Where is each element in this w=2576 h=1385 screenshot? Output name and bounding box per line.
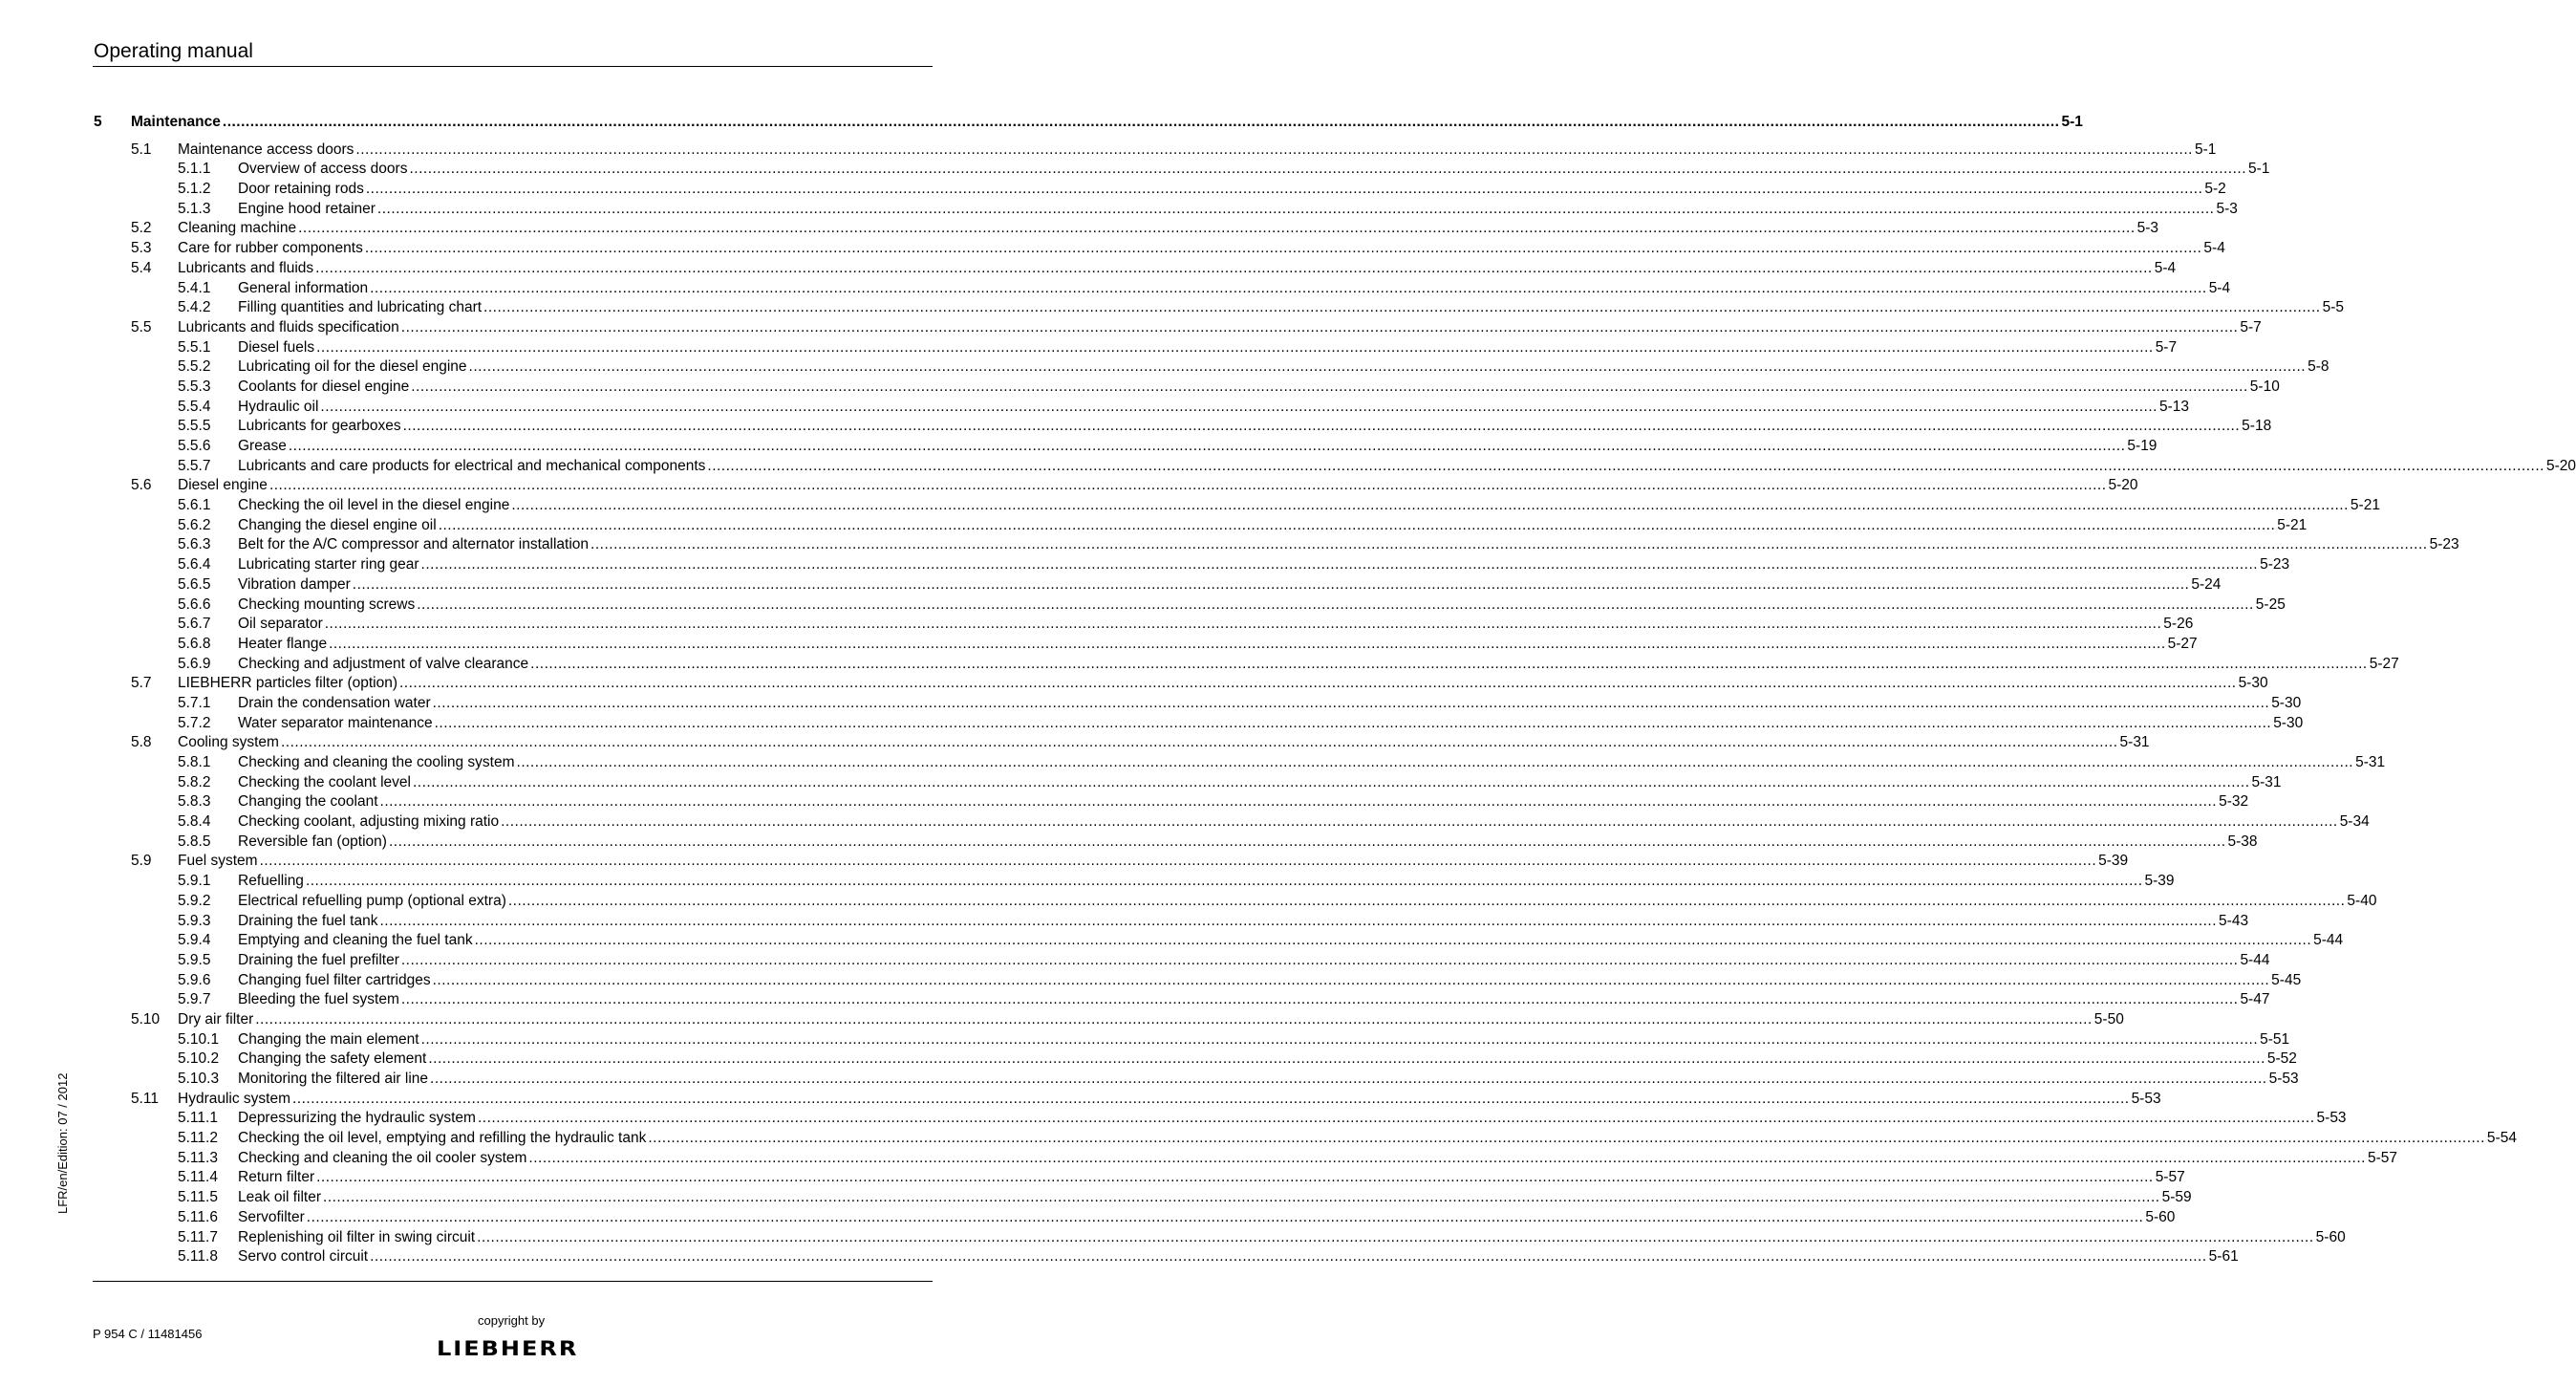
toc-entry-title: Coolants for diesel engine	[238, 378, 411, 398]
toc-entry-page: 5-3	[2136, 219, 2158, 239]
toc-dot-leader: ................................................................................................................................................................................................................................................................................................................................................................................................................	[477, 1228, 2314, 1245]
toc-entry-page: 5-19	[2125, 437, 2157, 457]
toc-entry-page: 5-21	[2349, 496, 2380, 516]
toc-entry-number: 5.6.3	[178, 536, 211, 553]
toc-entry-title: Care for rubber components	[178, 239, 365, 259]
toc-entry-page: 5-44	[2311, 931, 2343, 951]
toc-entry-number: 5.8.4	[178, 813, 211, 831]
toc-entry-title: LIEBHERR particles filter (option)	[178, 674, 399, 694]
toc-entry-title: Engine hood retainer	[238, 200, 377, 220]
toc-entry-title: Draining the fuel prefilter	[238, 951, 401, 971]
toc-entry-number: 5.10.3	[178, 1071, 220, 1087]
toc-entry-page: 5-1	[2193, 141, 2216, 161]
toc-entry-title: Refuelling	[238, 872, 306, 892]
toc-entry-number: 5.5.7	[178, 457, 211, 474]
toc-entry-page: 5-39	[2096, 852, 2128, 872]
toc-entry-row[interactable]	[94, 398, 2190, 418]
toc-entry-row[interactable]	[94, 239, 2225, 259]
toc-dot-leader: ................................................................................................................................................................................................................................................................................................................................................................................................................	[648, 1130, 2485, 1147]
toc-dot-leader: ................................................................................................................................................................................................................................................................................................................................................................................................................	[428, 1050, 2265, 1068]
toc-entry-title: Changing the diesel engine oil	[238, 516, 439, 536]
toc-entry-page: 5-21	[2275, 516, 2307, 536]
toc-entry-number: 5.5.6	[178, 438, 211, 454]
toc-dot-leader: ................................................................................................................................................................................................................................................................................................................................................................................................................	[292, 1090, 2130, 1107]
toc-entry-title: Checking the coolant level	[238, 773, 413, 793]
toc-entry-number: 5.4.2	[178, 299, 211, 316]
toc-entry-number: 5.9.6	[178, 971, 211, 988]
toc-entry-number: 5.9	[131, 853, 152, 870]
toc-entry-page: 5-31	[2250, 773, 2282, 793]
toc-entry-row[interactable]	[94, 892, 2377, 912]
toc-entry-title: Door retaining rods	[238, 180, 366, 200]
toc-dot-leader: ................................................................................................................................................................................................................................................................................................................................................................................................................	[316, 338, 2154, 356]
toc-entry-page: 5-13	[2157, 398, 2189, 418]
toc-entry-title: Lubricating oil for the diesel engine	[238, 357, 469, 378]
toc-entry-number: 5.10.1	[178, 1030, 220, 1048]
toc-entry-number: 5.6.1	[178, 497, 211, 514]
toc-entry-page: 5-53	[2130, 1090, 2161, 1110]
toc-chapter-title: Maintenance	[131, 113, 223, 133]
toc-entry-title: Checking and cleaning the cooling system	[238, 753, 517, 773]
toc-entry-row[interactable]	[94, 1228, 2346, 1248]
toc-entry-row[interactable]	[94, 516, 2308, 536]
toc-dot-leader: ................................................................................................................................................................................................................................................................................................................................................................................................................	[400, 951, 2239, 968]
toc-entry-number: 5.1	[131, 141, 152, 158]
toc-entry-row[interactable]	[94, 575, 2222, 595]
toc-entry-page: 5-59	[2160, 1188, 2192, 1208]
toc-dot-leader: ................................................................................................................................................................................................................................................................................................................................................................................................................	[329, 635, 2166, 652]
toc-entry-row[interactable]	[94, 1010, 2124, 1030]
toc-dot-leader: ................................................................................................................................................................................................................................................................................................................................................................................................................	[255, 1010, 2093, 1028]
toc-entry-row[interactable]	[94, 378, 2280, 398]
toc-entry-title: Changing the safety element	[238, 1050, 428, 1070]
toc-entry-page: 5-45	[2269, 971, 2301, 991]
toc-entry-number: 5.6.6	[178, 595, 211, 613]
toc-entry-page: 5-60	[2143, 1208, 2175, 1228]
toc-entry-page: 5-40	[2345, 892, 2376, 912]
toc-entry-number: 5.6.7	[178, 616, 211, 633]
toc-entry-row[interactable]	[94, 733, 2150, 753]
toc-entry-row[interactable]	[94, 1129, 2517, 1149]
toc-entry-title: Return filter	[238, 1168, 316, 1188]
toc-entry-title: Depressurizing the hydraulic system	[238, 1109, 478, 1129]
toc-dot-leader: ................................................................................................................................................................................................................................................................................................................................................................................................................	[370, 1248, 2207, 1266]
toc-entry-number: 5.10.2	[178, 1050, 220, 1068]
toc-entry-page: 5-47	[2238, 990, 2269, 1010]
toc-entry-title: Water separator maintenance	[238, 714, 435, 734]
toc-entry-row[interactable]	[94, 1247, 2239, 1267]
toc-dot-leader: ................................................................................................................................................................................................................................................................................................................................................................................................................	[707, 457, 2544, 474]
toc-dot-leader: ................................................................................................................................................................................................................................................................................................................................................................................................................	[528, 1149, 2366, 1166]
toc-entry-title: Lubricants and fluids specification	[178, 318, 401, 338]
toc-entry-row[interactable]	[94, 773, 2282, 793]
toc-entry-number: 5.11.8	[178, 1248, 218, 1266]
toc-entry-title: Maintenance access doors	[178, 141, 355, 161]
toc-dot-leader: ................................................................................................................................................................................................................................................................................................................................................................................................................	[323, 1189, 2160, 1206]
toc-entry-title: Reversible fan (option)	[238, 833, 389, 853]
toc-entry-row[interactable]	[94, 615, 2194, 635]
toc-entry-page: 5-1	[2246, 160, 2269, 180]
toc-entry-number: 5.8.2	[178, 773, 211, 790]
toc-entry-page: 5-31	[2118, 733, 2150, 753]
toc-dot-leader: ................................................................................................................................................................................................................................................................................................................................................................................................................	[379, 912, 2218, 929]
toc-entry-page: 5-20	[2107, 476, 2138, 496]
toc-entry-row[interactable]	[94, 1109, 2347, 1129]
toc-entry-row[interactable]	[94, 1050, 2297, 1070]
toc-entry-row[interactable]	[94, 1208, 2176, 1228]
toc-dot-leader: ................................................................................................................................................................................................................................................................................................................................................................................................................	[438, 516, 2276, 533]
toc-entry-title: Checking the oil level, emptying and refilling the hydraulic tank	[238, 1129, 648, 1149]
toc-entry-title: Oil separator	[238, 615, 325, 635]
toc-dot-leader: ................................................................................................................................................................................................................................................................................................................................................................................................................	[365, 181, 2203, 198]
toc-entry-row[interactable]	[94, 674, 2268, 694]
toc-dot-leader: ................................................................................................................................................................................................................................................................................................................................................................................................................	[430, 1071, 2267, 1087]
toc-entry-title: Checking mounting screws	[238, 595, 417, 616]
toc-entry-row[interactable]	[94, 1149, 2398, 1169]
toc-entry-title: Diesel engine	[178, 476, 269, 496]
toc-entry-page: 5-31	[2353, 753, 2385, 773]
toc-dot-leader: ................................................................................................................................................................................................................................................................................................................................................................................................................	[370, 279, 2207, 296]
toc-entry-page: 5-25	[2254, 595, 2286, 616]
toc-entry-page: 5-60	[2314, 1228, 2346, 1248]
toc-entry-number: 5.6.4	[178, 556, 211, 573]
toc-dot-leader: ................................................................................................................................................................................................................................................................................................................................................................................................................	[379, 793, 2218, 811]
toc-dot-leader: ................................................................................................................................................................................................................................................................................................................................................................................................................	[320, 398, 2157, 415]
toc-dot-leader: ................................................................................................................................................................................................................................................................................................................................................................................................................	[355, 141, 2193, 158]
toc-entry-row[interactable]	[94, 417, 2272, 437]
toc-entry-number: 5.9.3	[178, 912, 211, 929]
toc-dot-leader: ................................................................................................................................................................................................................................................................................................................................................................................................................	[315, 259, 2153, 276]
toc-entry-row[interactable]	[94, 437, 2157, 457]
toc-entry-number: 5.1.3	[178, 200, 211, 217]
toc-entry-row[interactable]	[94, 714, 2304, 734]
toc-entry-title: Cleaning machine	[178, 219, 298, 239]
toc-entry-title: Lubricants and fluids	[178, 259, 315, 279]
toc-dot-leader: ................................................................................................................................................................................................................................................................................................................................................................................................................	[412, 773, 2250, 790]
toc-entry-number: 5.8.3	[178, 793, 211, 811]
toc-entry-title: Servofilter	[238, 1208, 307, 1228]
toc-dot-leader: ................................................................................................................................................................................................................................................................................................................................................................................................................	[259, 853, 2097, 870]
toc-entry-page: 5-2	[2202, 180, 2225, 200]
toc-entry-number: 5.11.4	[178, 1169, 218, 1186]
toc-entry-row[interactable]	[94, 990, 2270, 1010]
toc-entry-title: Changing fuel filter cartridges	[238, 971, 433, 991]
toc-entry-page: 5-27	[2368, 655, 2399, 675]
toc-entry-title: Cooling system	[178, 733, 281, 753]
toc-dot-leader: ................................................................................................................................................................................................................................................................................................................................................................................................................	[324, 616, 2162, 633]
toc-entry-title: Lubricants and care products for electrical and mechanical components	[238, 457, 707, 477]
toc-entry-row[interactable]	[94, 298, 2344, 318]
toc-entry-row[interactable]	[94, 338, 2178, 358]
toc-entry-page: 5-50	[2093, 1010, 2124, 1030]
toc-entry-number: 5.9.1	[178, 873, 211, 890]
toc-entry-number: 5.5.3	[178, 378, 211, 395]
toc-entry-row[interactable]	[94, 852, 2129, 872]
toc-entry-row[interactable]	[94, 951, 2270, 971]
toc-entry-page: 5-39	[2143, 872, 2175, 892]
toc-entry-page: 5-10	[2248, 378, 2280, 398]
toc-entry-number: 5.5.2	[178, 358, 211, 376]
toc-entry-row[interactable]	[94, 141, 2217, 161]
toc-dot-leader: ................................................................................................................................................................................................................................................................................................................................................................................................................	[298, 220, 2136, 237]
toc-entry-number: 5.8.5	[178, 833, 211, 850]
toc-entry-number: 5.2	[131, 220, 152, 237]
toc-entry-row[interactable]	[94, 635, 2198, 655]
toc-dot-leader: ................................................................................................................................................................................................................................................................................................................................................................................................................	[468, 358, 2307, 376]
toc-entry-page: 5-18	[2240, 417, 2271, 437]
toc-entry-page: 5-8	[2306, 357, 2329, 378]
toc-entry-row[interactable]	[94, 1168, 2185, 1188]
toc-entry-title: Hydraulic system	[178, 1090, 292, 1110]
toc-dot-leader: ................................................................................................................................................................................................................................................................................................................................................................................................................	[432, 694, 2270, 711]
toc-entry-page: 5-53	[2267, 1070, 2299, 1090]
toc-entry-row[interactable]	[94, 1030, 2290, 1050]
toc-entry-row[interactable]	[94, 912, 2249, 932]
toc-entry-page: 5-52	[2265, 1050, 2297, 1070]
toc-dot-leader: ................................................................................................................................................................................................................................................................................................................................................................................................................	[483, 299, 2321, 316]
toc-entry-title: Monitoring the filtered air line	[238, 1070, 430, 1090]
toc-entry-row[interactable]	[94, 812, 2370, 833]
toc-entry-page: 5-4	[2153, 259, 2176, 279]
toc-entry-title: Filling quantities and lubricating chart	[238, 298, 483, 318]
toc-dot-leader: ................................................................................................................................................................................................................................................................................................................................................................................................................	[516, 754, 2354, 770]
toc-entry-title: Dry air filter	[178, 1010, 255, 1030]
toc-entry-number: 5.6.8	[178, 635, 211, 652]
toc-dot-leader: ................................................................................................................................................................................................................................................................................................................................................................................................................	[420, 556, 2259, 573]
toc-entry-page: 5-26	[2161, 615, 2193, 635]
toc-entry-number: 5.4.1	[178, 279, 211, 296]
toc-entry-number: 5.6.2	[178, 516, 211, 533]
toc-entry-page: 5-30	[2237, 674, 2268, 694]
toc-entry-number: 5.5.5	[178, 418, 211, 435]
toc-dot-leader: ................................................................................................................................................................................................................................................................................................................................................................................................................	[530, 655, 2368, 672]
toc-dot-leader: ................................................................................................................................................................................................................................................................................................................................................................................................................	[432, 971, 2270, 988]
toc-entry-title: Checking the oil level in the diesel engine	[238, 496, 511, 516]
toc-chapter-page: 5-1	[2059, 113, 2082, 133]
toc-dot-leader: ................................................................................................................................................................................................................................................................................................................................................................................................................	[280, 734, 2118, 751]
edition-side-text: LFR/en/Edition: 07 / 2012	[55, 1072, 70, 1214]
toc-dot-leader: ................................................................................................................................................................................................................................................................................................................................................................................................................	[316, 1169, 2154, 1186]
toc-dot-leader: ................................................................................................................................................................................................................................................................................................................................................................................................................	[590, 536, 2428, 553]
toc-entry-title: Diesel fuels	[238, 338, 316, 358]
toc-entry-page: 5-4	[2201, 239, 2224, 259]
toc-entry-title: Replenishing oil filter in swing circuit	[238, 1228, 477, 1248]
toc-entry-row[interactable]	[94, 476, 2138, 496]
toc-entry-title: Servo control circuit	[238, 1247, 370, 1267]
toc-entry-title: Emptying and cleaning the fuel tank	[238, 931, 475, 951]
toc-dot-leader: ................................................................................................................................................................................................................................................................................................................................................................................................................	[268, 477, 2107, 494]
toc-dot-leader: ................................................................................................................................................................................................................................................................................................................................................................................................................	[306, 1208, 2144, 1225]
toc-entry-page: 5-3	[2214, 200, 2237, 220]
toc-entry-row[interactable]	[94, 872, 2175, 892]
toc-entry-number: 5.10	[131, 1010, 161, 1028]
toc-entry-title: Changing the main element	[238, 1030, 421, 1050]
toc-entry-number: 5.7.2	[178, 714, 211, 731]
toc-entry-row[interactable]	[94, 931, 2344, 951]
toc-dot-leader: ................................................................................................................................................................................................................................................................................................................................................................................................................	[474, 932, 2312, 949]
toc-entry-page: 5-4	[2207, 279, 2230, 299]
toc-entry-row[interactable]	[94, 219, 2159, 239]
toc-entry-number: 5.5.4	[178, 398, 211, 415]
toc-dot-leader: ................................................................................................................................................................................................................................................................................................................................................................................................................	[305, 873, 2143, 890]
toc-dot-leader: ................................................................................................................................................................................................................................................................................................................................................................................................................	[477, 1110, 2315, 1127]
toc-entry-title: Bleeding the fuel system	[238, 990, 401, 1010]
toc-dot-leader: ................................................................................................................................................................................................................................................................................................................................................................................................................	[434, 714, 2272, 731]
toc-entry-title: Overview of access doors	[238, 160, 409, 180]
toc-entry-number: 5.1.2	[178, 181, 211, 198]
toc-entry-page: 5-27	[2166, 635, 2198, 655]
toc-entry-page: 5-38	[2226, 833, 2258, 853]
toc-entry-page: 5-57	[2366, 1149, 2397, 1169]
toc-entry-number: 5.1.1	[178, 161, 211, 178]
toc-chapter-number: 5	[94, 114, 102, 130]
toc-entry-row[interactable]	[94, 792, 2249, 812]
toc-entry-number: 5.9.2	[178, 892, 211, 909]
toc-chapter-row[interactable]	[94, 113, 2083, 133]
toc-entry-page: 5-5	[2321, 298, 2344, 318]
toc-entry-page: 5-23	[2428, 535, 2459, 555]
footer-doc-id: P 954 C / 11481456	[93, 1327, 203, 1341]
toc-entry-number: 5.11.6	[178, 1208, 218, 1225]
toc-entry-page: 5-53	[2315, 1109, 2347, 1129]
toc-entry-title: Draining the fuel tank	[238, 912, 379, 932]
toc-entry-title: Checking coolant, adjusting mixing ratio	[238, 812, 501, 833]
toc-entry-page: 5-7	[2238, 318, 2261, 338]
toc-entry-row[interactable]	[94, 535, 2459, 555]
toc-entry-number: 5.6.9	[178, 655, 211, 672]
toc-entry-title: Lubricants for gearboxes	[238, 417, 403, 437]
toc-dot-leader: ................................................................................................................................................................................................................................................................................................................................................................................................................	[376, 200, 2215, 217]
toc-entry-row[interactable]	[94, 357, 2329, 378]
toc-entry-page: 5-54	[2485, 1129, 2517, 1149]
toc-entry-number: 5.11.1	[178, 1110, 218, 1127]
toc-entry-title: Leak oil filter	[238, 1188, 323, 1208]
toc-dot-leader: ................................................................................................................................................................................................................................................................................................................................................................................................................	[400, 991, 2239, 1008]
toc-dot-leader: ................................................................................................................................................................................................................................................................................................................................................................................................................	[400, 318, 2239, 335]
toc-entry-page: 5-30	[2269, 694, 2301, 714]
toc-entry-row[interactable]	[94, 753, 2386, 773]
toc-entry-number: 5.7	[131, 675, 152, 692]
toc-dot-leader: ................................................................................................................................................................................................................................................................................................................................................................................................................	[409, 161, 2247, 178]
toc-entry-number: 5.8.1	[178, 754, 211, 770]
toc-entry-number: 5.9.5	[178, 951, 211, 968]
table-of-contents	[94, 113, 2576, 1267]
page-header-title: Operating manual	[94, 40, 253, 62]
toc-dot-leader: ................................................................................................................................................................................................................................................................................................................................................................................................................	[288, 438, 2126, 454]
toc-entry-title: Checking and cleaning the oil cooler system	[238, 1149, 528, 1169]
toc-entry-title: Heater flange	[238, 635, 329, 655]
header-rule	[93, 66, 933, 67]
toc-dot-leader: ................................................................................................................................................................................................................................................................................................................................................................................................................	[399, 675, 2237, 692]
toc-entry-page: 5-51	[2258, 1030, 2289, 1050]
toc-entry-row[interactable]	[94, 1188, 2192, 1208]
toc-entry-number: 5.11.5	[178, 1189, 218, 1206]
toc-entry-row[interactable]	[94, 200, 2238, 220]
toc-dot-leader: ................................................................................................................................................................................................................................................................................................................................................................................................................	[501, 813, 2338, 831]
toc-entry-number: 5.11.7	[178, 1228, 218, 1245]
toc-entry-page: 5-30	[2271, 714, 2303, 734]
toc-entry-number: 5.11	[131, 1090, 160, 1107]
toc-dot-leader: ................................................................................................................................................................................................................................................................................................................................................................................................................	[507, 892, 2346, 909]
toc-entry-row[interactable]	[94, 496, 2380, 516]
toc-entry-number: 5.8	[131, 734, 152, 751]
toc-entry-title: General information	[238, 279, 370, 299]
toc-entry-row[interactable]	[94, 833, 2258, 853]
toc-entry-number: 5.11.2	[178, 1130, 218, 1147]
toc-entry-number: 5.7.1	[178, 694, 211, 711]
toc-dot-leader: ................................................................................................................................................................................................................................................................................................................................................................................................................	[411, 378, 2248, 395]
toc-entry-title: Drain the condensation water	[238, 694, 433, 714]
toc-entry-row[interactable]	[94, 279, 2231, 299]
toc-entry-number: 5.9.4	[178, 932, 211, 949]
toc-entry-number: 5.5	[131, 318, 152, 335]
toc-entry-page: 5-7	[2154, 338, 2177, 358]
toc-entry-row[interactable]	[94, 1090, 2161, 1110]
liebherr-logo: LIEBHERR	[437, 1336, 579, 1361]
toc-dot-leader: ................................................................................................................................................................................................................................................................................................................................................................................................................	[511, 497, 2349, 514]
toc-entry-page: 5-24	[2189, 575, 2221, 595]
footer-rule	[93, 1281, 933, 1282]
toc-entry-row[interactable]	[94, 971, 2302, 991]
toc-entry-row[interactable]	[94, 259, 2177, 279]
toc-entry-row[interactable]	[94, 160, 2270, 180]
toc-entry-title: Checking and adjustment of valve clearance	[238, 655, 530, 675]
toc-dot-leader: ................................................................................................................................................................................................................................................................................................................................................................................................................	[402, 418, 2241, 435]
toc-entry-title: Changing the coolant	[238, 792, 380, 812]
toc-entry-page: 5-32	[2217, 792, 2248, 812]
toc-entry-row[interactable]	[94, 655, 2399, 675]
toc-entry-row[interactable]	[94, 595, 2286, 616]
toc-entry-page: 5-57	[2154, 1168, 2185, 1188]
toc-entry-row[interactable]	[94, 555, 2290, 575]
toc-entry-row[interactable]	[94, 1070, 2299, 1090]
toc-entry-page: 5-43	[2217, 912, 2248, 932]
toc-entry-number: 5.4	[131, 259, 152, 276]
toc-dot-leader: ................................................................................................................................................................................................................................................................................................................................................................................................................	[417, 595, 2254, 613]
toc-entry-title: Grease	[238, 437, 289, 457]
toc-dot-leader: ................................................................................................................................................................................................................................................................................................................................................................................................................	[364, 240, 2202, 257]
toc-entry-title: Lubricating starter ring gear	[238, 555, 421, 575]
footer-copyright: copyright by	[478, 1313, 546, 1328]
toc-entry-page: 5-44	[2238, 951, 2269, 971]
toc-entry-number: 5.6	[131, 477, 152, 494]
toc-entry-title: Fuel system	[178, 852, 260, 872]
toc-entry-title: Hydraulic oil	[238, 398, 320, 418]
toc-entry-row[interactable]	[94, 318, 2262, 338]
toc-dot-leader: ................................................................................................................................................................................................................................................................................................................................................................................................................	[388, 833, 2226, 850]
toc-entry-title: Vibration damper	[238, 575, 353, 595]
toc-dot-leader: ................................................................................................................................................................................................................................................................................................................................................................................................................	[222, 114, 2060, 130]
toc-entry-number: 5.5.1	[178, 338, 211, 356]
toc-dot-leader: ................................................................................................................................................................................................................................................................................................................................................................................................................	[420, 1030, 2259, 1048]
toc-entry-number: 5.9.7	[178, 991, 211, 1008]
toc-entry-number: 5.11.3	[178, 1149, 218, 1166]
toc-entry-title: Electrical refuelling pump (optional extra)	[238, 892, 508, 912]
toc-entry-row[interactable]	[94, 694, 2302, 714]
toc-dot-leader: ................................................................................................................................................................................................................................................................................................................................................................................................................	[352, 575, 2190, 593]
toc-entry-page: 5-34	[2338, 812, 2370, 833]
toc-entry-page: 5-20	[2544, 457, 2576, 477]
toc-entry-row[interactable]	[94, 180, 2226, 200]
toc-entry-row[interactable]	[94, 457, 2576, 477]
toc-entry-number: 5.3	[131, 240, 152, 257]
toc-entry-number: 5.6.5	[178, 575, 211, 593]
toc-entry-page: 5-23	[2258, 555, 2289, 575]
toc-entry-title: Belt for the A/C compressor and alternator installation	[238, 535, 590, 555]
toc-entry-page: 5-61	[2207, 1247, 2239, 1267]
